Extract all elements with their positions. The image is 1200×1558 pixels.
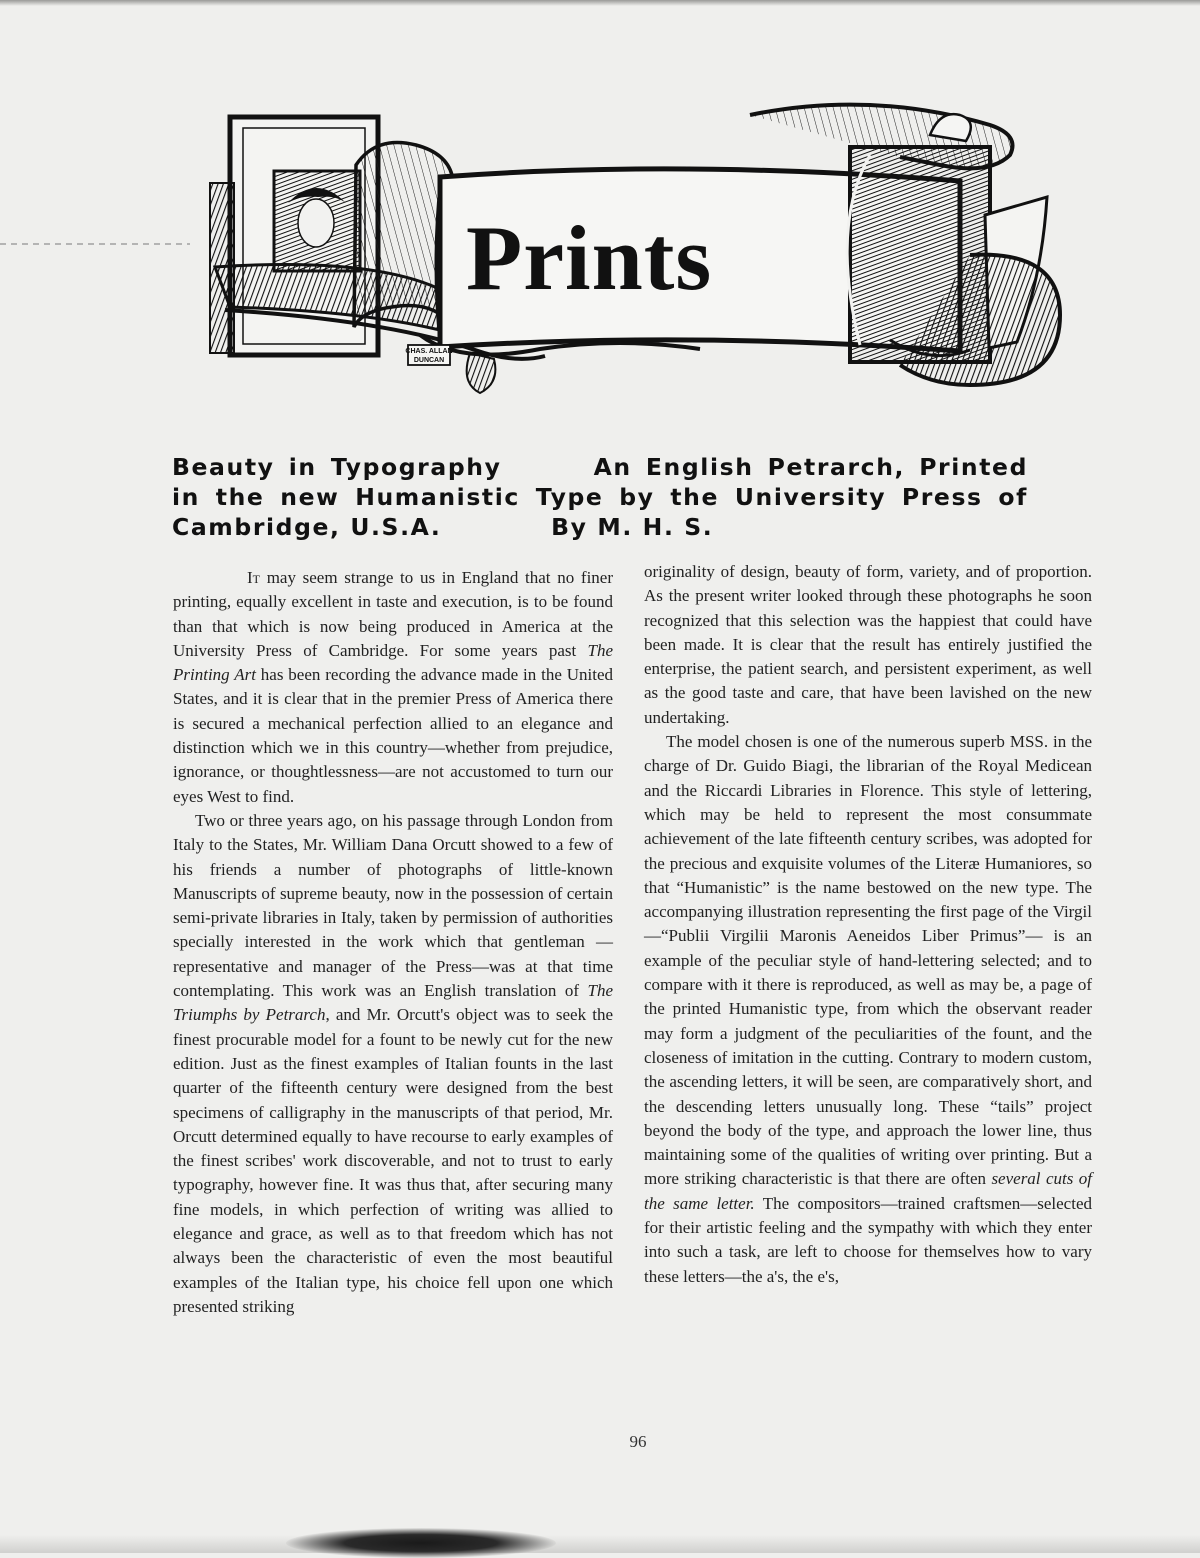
paragraph-4 [644, 730, 1092, 1289]
header-illustration [170, 95, 1070, 415]
paragraph-1-text-b: has been recording the advance made in the United States, and it is clear that in the premier Press of America there is secured a mechanical perfection allied to an elegance and distinction which we in this country—whether from prejudice, ignorance, or thoughtlessness—are not accustomed to turn our eyes West to find. [173, 665, 613, 806]
paragraph-2 [173, 809, 613, 1319]
banner-illustration [170, 95, 1070, 415]
left-column [173, 566, 613, 1319]
bottom-smudge [286, 1528, 556, 1558]
bottom-shadow [0, 1535, 1200, 1553]
article-headline [172, 452, 1028, 542]
emphasis-phrase: several cuts of the same letter. [644, 1169, 1093, 1213]
paragraph-1 [173, 566, 613, 809]
page-number: 96 [629, 1432, 647, 1451]
dropcap-word: It [247, 568, 260, 587]
banner-title: Prints [466, 207, 713, 309]
book-title: The Triumphs by Petrarch [173, 981, 613, 1025]
headline-part-2: An English Petrarch, Printed in the new Humanistic Type by the University Press of Cambridge, U.S.A. [172, 453, 1028, 541]
artist-signature-line-2: DUNCAN [413, 357, 445, 364]
headline-part-1: Beauty in Typography [172, 453, 502, 481]
page-top-edge [0, 0, 1200, 6]
dashed-rule [0, 243, 190, 245]
paragraph-1-text-a: may seem strange to us in England that no finer printing, equally excellent in taste and execution, is to be found than that which is now being produced in America at the University Press of Cambridge. For some years past [173, 568, 613, 660]
publication-title: The Printing Art [173, 640, 613, 685]
paragraph-3: originality of design, beauty of form, variety, and of proportion. As the present writer looked through these photographs he soon recognized that this selection was the happiest that could have been made. It is clear that the result has entirely justified the enterprise, the patient search, and persistent experiment, as well as the good taste and care, that have been lavished on the new undertaking. [644, 562, 1092, 727]
paragraph-4-text-b: The compositors—trained craftsmen—selected for their artistic feeling and the sympathy with which they enter into such a task, are left to choose for themselves how to vary these letters—the a's, the e's, [644, 1193, 1092, 1286]
artist-signature-line-1: CHAS. ALLAN [405, 348, 453, 355]
paragraph-2-text-a: Two or three years ago, on his passage through London from Italy to the States, Mr. William Dana Orcutt showed to a few of his friends a number of photographs of little-known Manuscripts of supreme beauty, now in the possession of certain semi-private libraries in Italy, taken by permission of authorities specially interested in the work which that gentleman —representative and manager of the Press—was at that time contemplating. This work was an English translation of [173, 810, 613, 1001]
portfolio-right [847, 147, 1060, 385]
paragraph-2-text-b: , and Mr. Orcutt's object was to seek the finest procurable model for a fount to be newly cut for the new edition. Just as the finest examples of Italian founts in the last quarter of the fifteenth century were designed from the best specimens of calligraphy in the manuscripts of that period, Mr. Orcutt determined equally to have recourse to early examples of the finest scribes' work discoverable, and not to trust to early typography, however fine. It was thus that, after securing many fine models, in which perfection of writing was allied to elegance and grace, as well as to that freedom which has not always been the characteristic of even the most beautiful examples of the Italian type, his choice fell upon one which presented striking [173, 1005, 614, 1316]
byline: By M. H. S. [551, 513, 714, 541]
paragraph-4-text-a: The model chosen is one of the numerous superb MSS. in the charge of Dr. Guido Biagi, the librarian of the Royal Medicean and the Riccardi Libraries in Florence. This style of lettering, which may be held to represent the most consummate achievement of the late fifteenth century scribes, was adopted for the precious and exquisite volumes of the Literæ Humaniores, so that “Humanistic” is the name bestowed on the new type. The accompanying illustration representing the first page of the Virgil —“Publii Virgilii Maronis Aeneidos Liber Primus”— is an example of the peculiar style of hand-lettering selected; and to compare with it there is reproduced, as well as may be, a page of the printed Humanistic type, from which the observant reader may form a judgment of the peculiarities of the fount, and the closeness of imitation in the cutting. Contrary to modern custom, the ascending letters, it will be seen, are comparatively short, and the descending letters unusually long. These “tails” project beyond the body of the type, and approach the lower line, thus maintaining some of the qualities of writing over printing. But a more striking characteristic is that there are often [644, 732, 1092, 1189]
artist-signature-box [405, 345, 452, 365]
right-column [644, 560, 1092, 1289]
